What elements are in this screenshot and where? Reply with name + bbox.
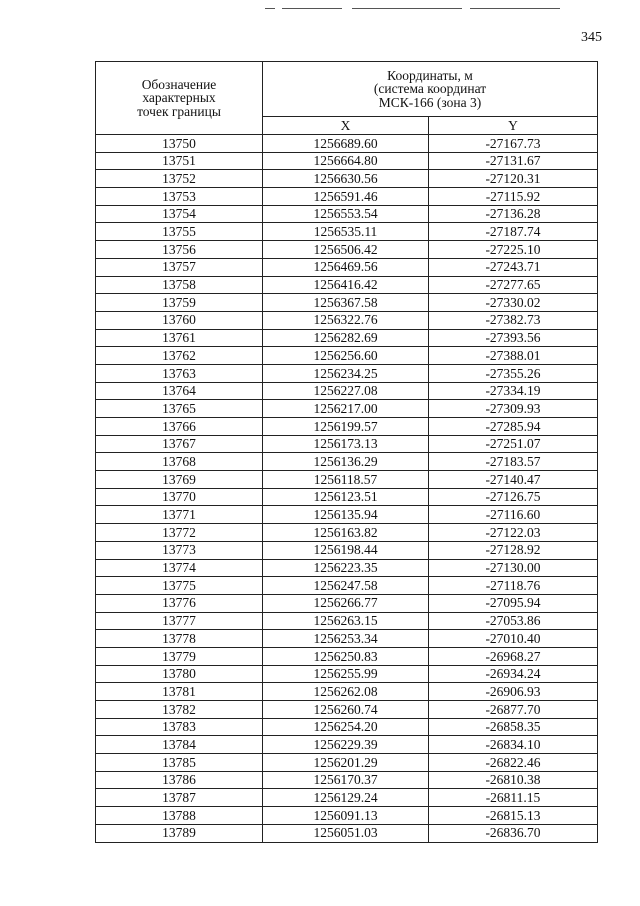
x-coordinate-cell: 1256591.46 (263, 188, 429, 206)
y-coordinate-cell: -27183.57 (429, 453, 598, 471)
y-coordinate-cell: -27167.73 (429, 135, 598, 153)
y-coordinate-cell: -26877.70 (429, 701, 598, 719)
table-row (96, 488, 598, 506)
y-coordinate-cell: -27285.94 (429, 418, 598, 436)
point-id-cell: 13789 (96, 824, 263, 842)
x-coordinate-cell: 1256227.08 (263, 382, 429, 400)
y-coordinate-cell: -27187.74 (429, 223, 598, 241)
coords-header-line-3: МСК-166 (зона 3) (378, 94, 482, 110)
point-id-cell: 13759 (96, 294, 263, 312)
table-row (96, 701, 598, 719)
y-coordinate-cell: -27330.02 (429, 294, 598, 312)
table-row (96, 364, 598, 382)
y-coordinate-cell: -26822.46 (429, 754, 598, 772)
y-coordinate-cell: -27120.31 (429, 170, 598, 188)
table-row (96, 170, 598, 188)
point-id-cell: 13752 (96, 170, 263, 188)
table-row (96, 241, 598, 259)
point-id-cell: 13751 (96, 152, 263, 170)
x-coordinate-cell: 1256282.69 (263, 329, 429, 347)
top-rule-4 (470, 8, 560, 9)
table-row (96, 435, 598, 453)
point-id-cell: 13762 (96, 347, 263, 365)
table-row (96, 718, 598, 736)
table-row (96, 152, 598, 170)
point-id-cell: 13785 (96, 754, 263, 772)
point-id-cell: 13779 (96, 647, 263, 665)
point-id-cell: 13787 (96, 789, 263, 807)
y-coordinate-cell: -27388.01 (429, 347, 598, 365)
table-row (96, 647, 598, 665)
table-row (96, 223, 598, 241)
y-coordinate-cell: -27010.40 (429, 630, 598, 648)
y-coordinate-cell: -27116.60 (429, 506, 598, 524)
y-coordinate-cell: -26815.13 (429, 807, 598, 825)
x-coordinate-cell: 1256250.83 (263, 647, 429, 665)
table-row (96, 665, 598, 683)
point-id-cell: 13776 (96, 594, 263, 612)
top-rule-1 (265, 8, 275, 9)
point-id-cell: 13782 (96, 701, 263, 719)
point-id-cell: 13781 (96, 683, 263, 701)
x-coordinate-cell: 1256253.34 (263, 630, 429, 648)
y-coordinate-cell: -27130.00 (429, 559, 598, 577)
x-coordinate-cell: 1256506.42 (263, 241, 429, 259)
table-row (96, 594, 598, 612)
point-designation-header (96, 62, 263, 135)
point-id-cell: 13777 (96, 612, 263, 630)
x-coordinate-cell: 1256198.44 (263, 541, 429, 559)
y-coordinate-cell: -27128.92 (429, 541, 598, 559)
coordinates-table (95, 61, 598, 843)
x-coordinate-cell: 1256136.29 (263, 453, 429, 471)
point-id-cell: 13758 (96, 276, 263, 294)
y-coordinate-cell: -26858.35 (429, 718, 598, 736)
x-coordinate-cell: 1256173.13 (263, 435, 429, 453)
x-coordinate-cell: 1256262.08 (263, 683, 429, 701)
x-coordinate-cell: 1256051.03 (263, 824, 429, 842)
point-id-cell: 13784 (96, 736, 263, 754)
y-coordinate-cell: -27131.67 (429, 152, 598, 170)
x-coordinate-cell: 1256223.35 (263, 559, 429, 577)
x-column-header: X (263, 117, 429, 135)
table-row (96, 294, 598, 312)
point-id-cell: 13772 (96, 524, 263, 542)
table-row (96, 541, 598, 559)
y-coordinate-cell: -26968.27 (429, 647, 598, 665)
x-coordinate-cell: 1256255.99 (263, 665, 429, 683)
point-id-cell: 13753 (96, 188, 263, 206)
table-row (96, 188, 598, 206)
top-rule-3 (352, 8, 462, 9)
table-row (96, 683, 598, 701)
point-id-cell: 13778 (96, 630, 263, 648)
table-row (96, 807, 598, 825)
table-row (96, 276, 598, 294)
table-row (96, 630, 598, 648)
x-coordinate-cell: 1256263.15 (263, 612, 429, 630)
x-coordinate-cell: 1256091.13 (263, 807, 429, 825)
y-coordinate-cell: -27053.86 (429, 612, 598, 630)
coords-header-line-1: Координаты, м (387, 67, 473, 83)
table-row (96, 771, 598, 789)
point-id-cell: 13763 (96, 364, 263, 382)
x-coordinate-cell: 1256664.80 (263, 152, 429, 170)
y-coordinate-cell: -27277.65 (429, 276, 598, 294)
y-coordinate-cell: -27126.75 (429, 488, 598, 506)
point-id-cell: 13765 (96, 400, 263, 418)
y-column-header: Y (429, 117, 598, 135)
x-coordinate-cell: 1256129.24 (263, 789, 429, 807)
x-coordinate-cell: 1256201.29 (263, 754, 429, 772)
y-coordinate-cell: -27095.94 (429, 594, 598, 612)
x-coordinate-cell: 1256553.54 (263, 205, 429, 223)
y-coordinate-cell: -27243.71 (429, 258, 598, 276)
point-id-cell: 13771 (96, 506, 263, 524)
table-row (96, 577, 598, 595)
y-coordinate-cell: -27140.47 (429, 471, 598, 489)
point-id-cell: 13766 (96, 418, 263, 436)
y-coordinate-cell: -26810.38 (429, 771, 598, 789)
table-row (96, 382, 598, 400)
y-coordinate-cell: -27118.76 (429, 577, 598, 595)
y-coordinate-cell: -27393.56 (429, 329, 598, 347)
point-id-cell: 13775 (96, 577, 263, 595)
y-coordinate-cell: -27115.92 (429, 188, 598, 206)
y-coordinate-cell: -27136.28 (429, 205, 598, 223)
table-row (96, 400, 598, 418)
table-row (96, 205, 598, 223)
y-coordinate-cell: -27355.26 (429, 364, 598, 382)
table-row (96, 524, 598, 542)
point-id-cell: 13757 (96, 258, 263, 276)
x-coordinate-cell: 1256367.58 (263, 294, 429, 312)
x-coordinate-cell: 1256689.60 (263, 135, 429, 153)
table-row (96, 559, 598, 577)
y-coordinate-cell: -27382.73 (429, 311, 598, 329)
point-id-cell: 13755 (96, 223, 263, 241)
table-row (96, 506, 598, 524)
point-id-cell: 13774 (96, 559, 263, 577)
y-coordinate-cell: -26934.24 (429, 665, 598, 683)
x-coordinate-cell: 1256469.56 (263, 258, 429, 276)
table-row (96, 612, 598, 630)
table-row (96, 453, 598, 471)
y-coordinate-cell: -27251.07 (429, 435, 598, 453)
point-id-cell: 13754 (96, 205, 263, 223)
x-coordinate-cell: 1256416.42 (263, 276, 429, 294)
table-row (96, 258, 598, 276)
y-coordinate-cell: -26834.10 (429, 736, 598, 754)
y-coordinate-cell: -27122.03 (429, 524, 598, 542)
point-id-cell: 13750 (96, 135, 263, 153)
x-coordinate-cell: 1256260.74 (263, 701, 429, 719)
x-coordinate-cell: 1256118.57 (263, 471, 429, 489)
x-coordinate-cell: 1256266.77 (263, 594, 429, 612)
point-id-cell: 13773 (96, 541, 263, 559)
table-row (96, 135, 598, 153)
point-id-cell: 13760 (96, 311, 263, 329)
point-header-line-1: Обозначение (141, 76, 217, 92)
table-row (96, 311, 598, 329)
top-rule-2 (282, 8, 342, 9)
x-coordinate-cell: 1256630.56 (263, 170, 429, 188)
x-coordinate-cell: 1256254.20 (263, 718, 429, 736)
y-coordinate-cell: -27309.93 (429, 400, 598, 418)
x-coordinate-cell: 1256256.60 (263, 347, 429, 365)
point-id-cell: 13770 (96, 488, 263, 506)
x-coordinate-cell: 1256170.37 (263, 771, 429, 789)
x-coordinate-cell: 1256123.51 (263, 488, 429, 506)
coordinates-header (263, 62, 598, 117)
point-id-cell: 13769 (96, 471, 263, 489)
x-coordinate-cell: 1256229.39 (263, 736, 429, 754)
y-coordinate-cell: -27225.10 (429, 241, 598, 259)
point-id-cell: 13780 (96, 665, 263, 683)
x-coordinate-cell: 1256135.94 (263, 506, 429, 524)
x-coordinate-cell: 1256163.82 (263, 524, 429, 542)
table-body (96, 135, 598, 843)
point-id-cell: 13768 (96, 453, 263, 471)
x-coordinate-cell: 1256535.11 (263, 223, 429, 241)
y-coordinate-cell: -27334.19 (429, 382, 598, 400)
table-row (96, 736, 598, 754)
point-header-line-2: характерных (142, 90, 216, 106)
x-coordinate-cell: 1256234.25 (263, 364, 429, 382)
table-row (96, 789, 598, 807)
point-id-cell: 13786 (96, 771, 263, 789)
point-id-cell: 13764 (96, 382, 263, 400)
point-id-cell: 13761 (96, 329, 263, 347)
table-row (96, 824, 598, 842)
table-row (96, 347, 598, 365)
x-coordinate-cell: 1256322.76 (263, 311, 429, 329)
x-coordinate-cell: 1256247.58 (263, 577, 429, 595)
point-id-cell: 13783 (96, 718, 263, 736)
page-number: 345 (581, 30, 602, 45)
table-row (96, 418, 598, 436)
x-coordinate-cell: 1256199.57 (263, 418, 429, 436)
coords-header-line-2: (система координат (373, 81, 487, 97)
x-coordinate-cell: 1256217.00 (263, 400, 429, 418)
y-coordinate-cell: -26836.70 (429, 824, 598, 842)
y-coordinate-cell: -26906.93 (429, 683, 598, 701)
point-id-cell: 13788 (96, 807, 263, 825)
table-row (96, 471, 598, 489)
point-header-line-3: точек границы (137, 103, 221, 119)
y-coordinate-cell: -26811.15 (429, 789, 598, 807)
table-row (96, 329, 598, 347)
point-id-cell: 13756 (96, 241, 263, 259)
point-id-cell: 13767 (96, 435, 263, 453)
table-row (96, 754, 598, 772)
